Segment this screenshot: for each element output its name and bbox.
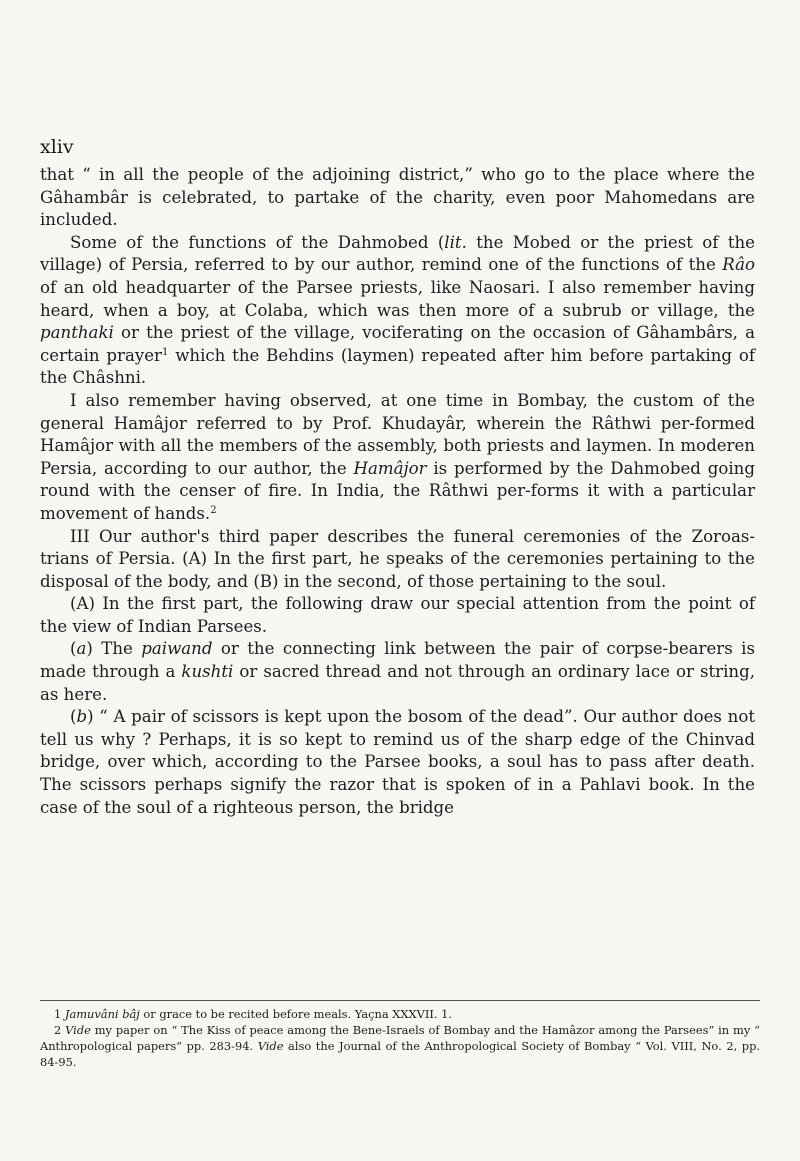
text-run: the Mobed or the priest of the village) of Persia, referred to by our author, remind one of the functions of the <box>40 232 755 275</box>
page-number: xliv <box>40 136 74 158</box>
text-run: III Our author's third paper describes the funeral ceremonies of the Zoroas-trians of Persia. (A) In the first part, he speaks of the ceremonies pertaining to the disposal of the body, and (B) in the second, of those pertaining to the soul. <box>40 526 755 591</box>
italic-text: panthaki <box>40 323 114 343</box>
text-run: ( <box>70 707 77 727</box>
italic-text: lit. <box>444 232 467 252</box>
text-run: or the priest of the village, vociferating on the occasion of Gâhambârs, a certain prayer <box>40 323 755 365</box>
paragraph-3 <box>40 390 755 526</box>
text-run: 1 <box>54 1007 65 1021</box>
italic-text: paiwand <box>141 639 213 659</box>
text-run: also the Journal of the Anthropological Society of Bombay “ Vol. VIII, No. 2, pp. 84-95. <box>40 1039 760 1069</box>
paragraph-4 <box>40 526 755 594</box>
footnotes <box>40 1006 760 1070</box>
paragraph-5 <box>40 593 755 638</box>
text-run: or sacred thread and not through an ordinary lace or string, as here. <box>40 662 756 704</box>
paragraph-7 <box>40 706 755 819</box>
text-run: or the connecting link between the pair of corpse-bearers is made through a <box>40 639 755 682</box>
text-run: ) “ A pair of scissors is kept upon the bosom of the dead”. Our author does not tell us why ? Perhaps, it is so kept to remind us of the sharp edge of the Chinvad bridge, over which, according to the Parsee books, a soul has to pass after death. The scissors perhaps signify the razor that is spoken of in a Pahlavi book. In the case of the soul of a righteous person, the bridge <box>40 707 755 817</box>
footnote-divider <box>40 1000 760 1001</box>
text-run: ( <box>70 639 77 659</box>
italic-text: Hamâjor <box>353 458 427 478</box>
italic-text: Vide <box>257 1039 284 1053</box>
text-run: Some of the functions of the Dahmobed ( <box>70 232 445 252</box>
text-run: which the Behdins (laymen) repeated after him before partaking of the Châshni. <box>40 345 755 388</box>
italic-text: a <box>76 639 87 659</box>
italic-text: Vide <box>65 1023 91 1037</box>
italic-text: b <box>76 707 88 727</box>
paragraph-6 <box>40 638 755 706</box>
italic-text: Râo <box>722 255 755 275</box>
text-run: 2 <box>54 1023 66 1037</box>
paragraph-1 <box>40 164 755 232</box>
text-run: or grace to be recited before meals. Yaçna XXXVII. 1. <box>139 1007 452 1021</box>
footnote-2 <box>40 1022 760 1070</box>
text-run: (A) In the first part, the following draw our special attention from the point of the view of Indian Parsees. <box>40 594 755 636</box>
footnote-marker: 1 <box>162 346 169 358</box>
text-run: that “ in all the people of the adjoining district,” who go to the place where the Gâhambâr is celebrated, to partake of the charity, even poor Mahomedans are included. <box>40 165 755 230</box>
body-text <box>40 164 755 819</box>
text-run: ) The <box>86 639 142 659</box>
footnote-1 <box>40 1006 760 1022</box>
text-run: of an old headquarter of the Parsee priests, like Naosari. I also remember having heard, when a boy, at Colaba, which was then more of a subrub or village, the <box>40 277 755 320</box>
text-run: is performed by the Dahmobed going round with the censer of fire. In India, the Râthwi per-forms it with a particular movement of hands. <box>40 458 755 523</box>
text-run: my paper on “ The Kiss of peace among the Bene-Israels of Bombay and the Hamâzor among the Parsees” in my “ Anthropological papers” pp. 283-94. <box>40 1023 760 1053</box>
text-run: I also remember having observed, at one time in Bombay, the custom of the general Hamâjor referred to by Prof. Khudayâr, wherein the Râthwi per-formed Hamâjor with all the members of the assembly, both priests and laymen. In moderen Persia, according to our author, the <box>40 390 755 478</box>
italic-text: Jamuvâni bâj <box>64 1007 140 1021</box>
footnote-marker: 2 <box>210 504 217 516</box>
italic-text: kushti <box>181 662 234 682</box>
paragraph-2 <box>40 232 755 390</box>
